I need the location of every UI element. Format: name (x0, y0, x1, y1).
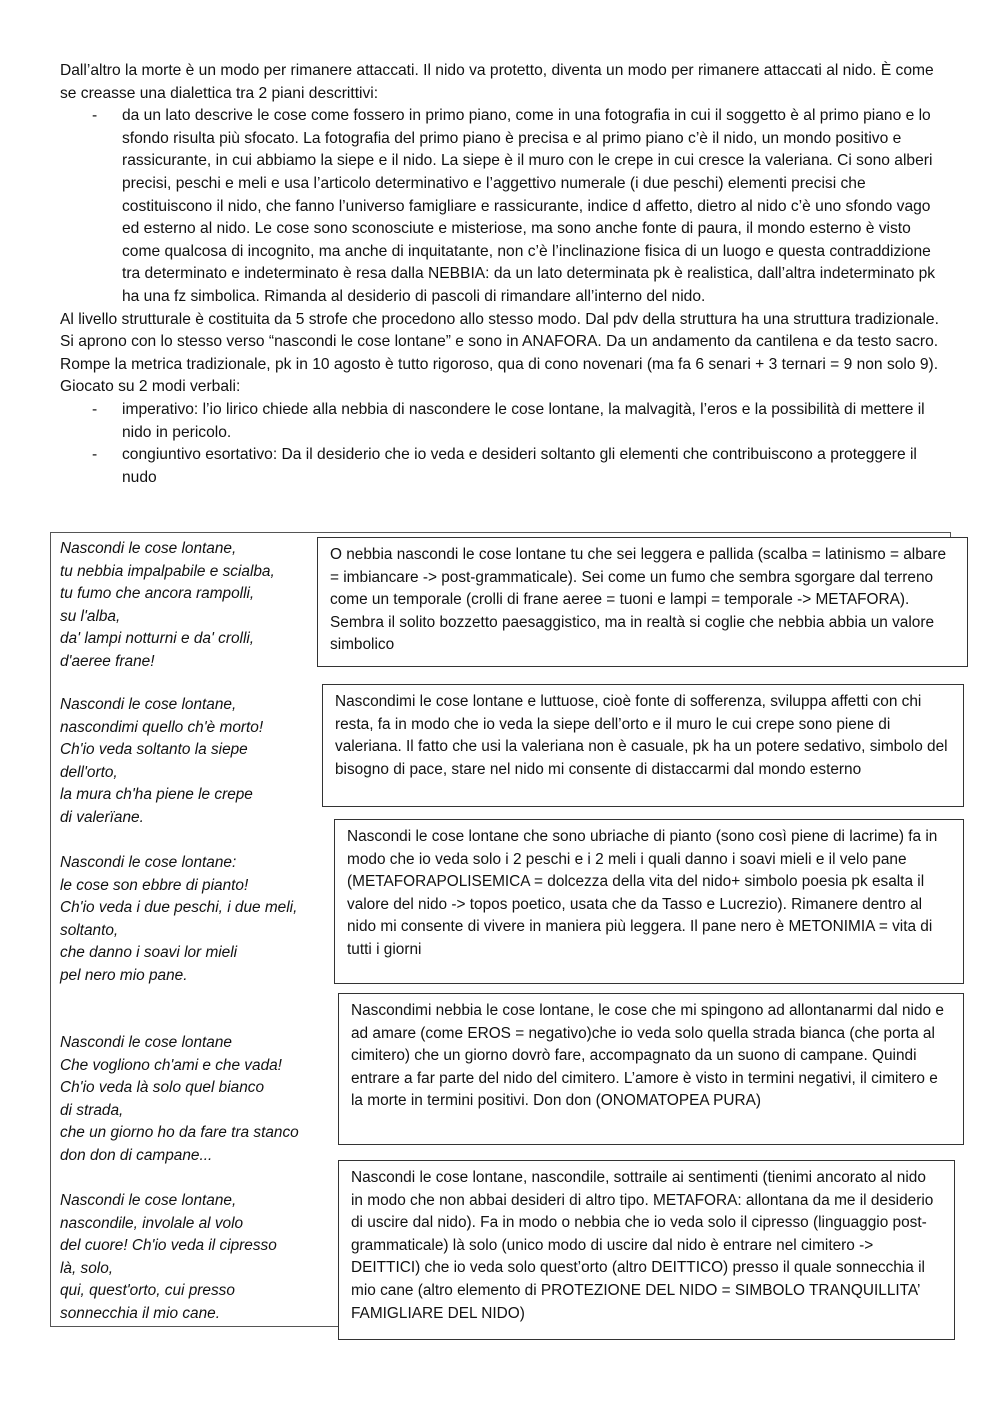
annotation-box-4: Nascondimi nebbia le cose lontane, le cose che mi spingono ad allontanarmi dal nido e ad amare (come EROS = negativo)che io veda solo quella strada bianca (che porta al cimitero) che un giorno dovrò fare, accompagnato da un suono di campane. Quindi entrare a far parte del nido del cimitero. L’amore è visto in termini negativi, il cimitero e la morte in termini positivi. Don don (ONOMATOPEA PURA) (338, 993, 964, 1145)
poem-line: qui, quest'orto, cui presso (60, 1282, 235, 1300)
poem-line: Nascondi le cose lontane: (60, 854, 237, 871)
poem-line: le cose son ebbre di pianto! (60, 876, 249, 894)
poem-line: Ch'io veda i due peschi, i due meli, (60, 899, 298, 917)
poem-line: di strada, (60, 1101, 124, 1119)
poem-line: che un giorno ho da fare tra stanco (60, 1124, 299, 1142)
poem-line: la mura ch'ha piene le crepe (60, 786, 253, 804)
annotation-box-1: O nebbia nascondi le cose lontane tu che sei leggera e pallida (scalba = latinismo = albare = imbiancare -> post-grammaticale). Sei come un fumo che sembra sgorgare dal terreno come un temporale (crolli di frane aeree = tuoni e lampi = temporale -> METAFORA). Sembra il solito bozzetto paesaggistico, ma in realtà si coglie che nebbia abbia un valore simbolico (317, 537, 968, 667)
list-item: - da un lato descrive le cose come fossero in primo piano, come in una fotografia in cui il soggetto è al primo piano e lo sfondo risulta più sfocato. La fotografia del primo piano è precisa e al primo piano c’è il nido, un mondo positivo e rassicurante, in cui abbiamo la siepe e il nido. La siepe è il muro con le crepe in cui cresce la valeriana. Ci sono alberi precisi, peschi e meli e usa l’articolo determinativo e l’aggettivo numerale (i due peschi) elementi precisi che costituiscono il nido, che fanno l’universo famigliare e rassicurante, indice d affetto, dietro al nido c’è uno sfondo vago ed esterno al nido. Le cose sono sconosciute e misteriose, ma sono anche fonte di paura, il mondo esterno è visto come qualcosa di incognito, ma anche di inquitatante, non c’è l’inclinazione fisica di un luogo e questa contraddizione tra determinato e indeterminato è resa dalla NEBBIA: da un lato determinata pk è realistica, dall’altra indeterminato pk ha una fz simbolica. Rimanda al desiderio di pascoli di rimandare all’interno del nido. (122, 105, 940, 308)
stanza-3 (60, 852, 330, 988)
poem-line: là, solo, (60, 1259, 114, 1277)
poem-line: dell'orto, (60, 763, 118, 781)
stanza-2 (60, 694, 330, 830)
poem-line: d'aeree frane! (60, 652, 155, 670)
poem-line: Nascondi le cose lontane, (60, 540, 237, 557)
intro-text (60, 60, 940, 489)
poem-line: soltanto, (60, 921, 119, 939)
annotation-box-5: Nascondi le cose lontane, nascondile, sottraile ai sentimenti (tienimi ancorato al nido in modo che non abbai desideri di altro tipo. METAFORA: allontana da me il desiderio di uscire dal nido). Fa in modo o nebbia che io veda solo il cipresso (linguaggio post-grammaticale) là solo (unico modo di uscire dal nido è entrare nel cimitero -> DEITTICI) che io veda solo quest’orto (altro DEITTICO) presso il quale sonnecchia il mio cane (altro elemento di PROTEZIONE DEL NIDO = SIMBOLO TRANQUILLITA’ FAMIGLIARE DEL NIDO) (338, 1160, 955, 1340)
poem-line: da' lampi notturni e da' crolli, (60, 630, 255, 648)
list-item: - congiuntivo esortativo: Da il desiderio che io veda e desideri soltanto gli elementi che contribuiscono a proteggere il nudo (122, 444, 940, 489)
poem-line: don don di campane... (60, 1146, 213, 1164)
poem-line: Nascondi le cose lontane (60, 1034, 232, 1051)
annotation-box-2: Nascondimi le cose lontane e luttuose, cioè fonte di sofferenza, sviluppa affetti con chi resta, fa in modo che io veda la siepe dell’orto e il muro le cui crepe sono piene di valeriana. Il fatto che usi la valeriana non è casuale, pk ha un potere sedativo, simbolo del bisogno di pace, stare nel nido mi consente di distaccarmi dal mondo esterno (322, 684, 964, 807)
intro-paragraph-2: Al livello strutturale è costituita da 5 strofe che procedono allo stesso modo. Dal pdv della struttura ha una struttura tradizionale. Si aprono con lo stesso verso “nascondi le cose lontane” e sono in ANAFORA. Da un andamento da cantilena e da testo sacro. Rompe la metrica tradizionale, pk in 10 agosto è tutto rigoroso, qua di cono novenari (ma fa 6 senari + 3 ternari = 9 non solo 9). Giocato su 2 modi verbali: (60, 310, 939, 396)
poem-line: Ch'io veda soltanto la siepe (60, 741, 248, 759)
poem-line: Ch'io veda là solo quel bianco (60, 1079, 265, 1097)
poem-line: tu nebbia impalpabile e scialba, (60, 562, 275, 580)
poem-line: pel nero mio pane. (60, 966, 188, 984)
poem-line: tu fumo che ancora rampolli, (60, 585, 255, 603)
stanza-5 (60, 1190, 330, 1326)
stanza-1 (60, 538, 330, 674)
poem-line: del cuore! Ch'io veda il cipresso (60, 1237, 277, 1255)
poem-line: che danno i soavi lor mieli (60, 944, 238, 962)
poem-line: Che vogliono ch'ami e che vada! (60, 1056, 282, 1074)
intro-bullet-list-2 (60, 399, 940, 489)
annotation-box-3: Nascondi le cose lontane che sono ubriache di pianto (sono così piene di lacrime) fa in modo che io veda solo i 2 peschi e i 2 meli i quali danno i soavi mieli e il velo pane (METAFORAPOLISEMICA = dolcezza della vita del nido+ simbolo poesia pk esalta il valore del nido -> topos poetico, usata che da Tasso e Lucrezio). Rimanere dentro al nido mi consente di vivere in maniera più leggera. Il pane nero è METONIMIA = vita di tutti i giorni (334, 819, 964, 984)
poem-line: su l'alba, (60, 607, 121, 625)
poem-line: nascondimi quello ch'è morto! (60, 718, 264, 736)
poem-line: Nascondi le cose lontane, (60, 696, 237, 713)
poem-line: nascondile, involale al volo (60, 1214, 244, 1232)
stanza-4 (60, 1032, 330, 1168)
intro-paragraph-1: Dall’altro la morte è un modo per rimanere attaccati. Il nido va protetto, diventa un modo per rimanere attaccati al nido. È come se creasse una dialettica tra 2 piani descrittivi: (60, 62, 934, 102)
list-item: - imperativo: l’io lirico chiede alla nebbia di nascondere le cose lontane, la malvagità, l’eros e la possibilità di mettere il nido in pericolo. (122, 399, 940, 444)
poem-line: sonnecchia il mio cane. (60, 1304, 220, 1322)
poem-line: di valerïane. (60, 808, 144, 826)
intro-bullet-list-1 (60, 105, 940, 308)
poem-line: Nascondi le cose lontane, (60, 1192, 237, 1209)
